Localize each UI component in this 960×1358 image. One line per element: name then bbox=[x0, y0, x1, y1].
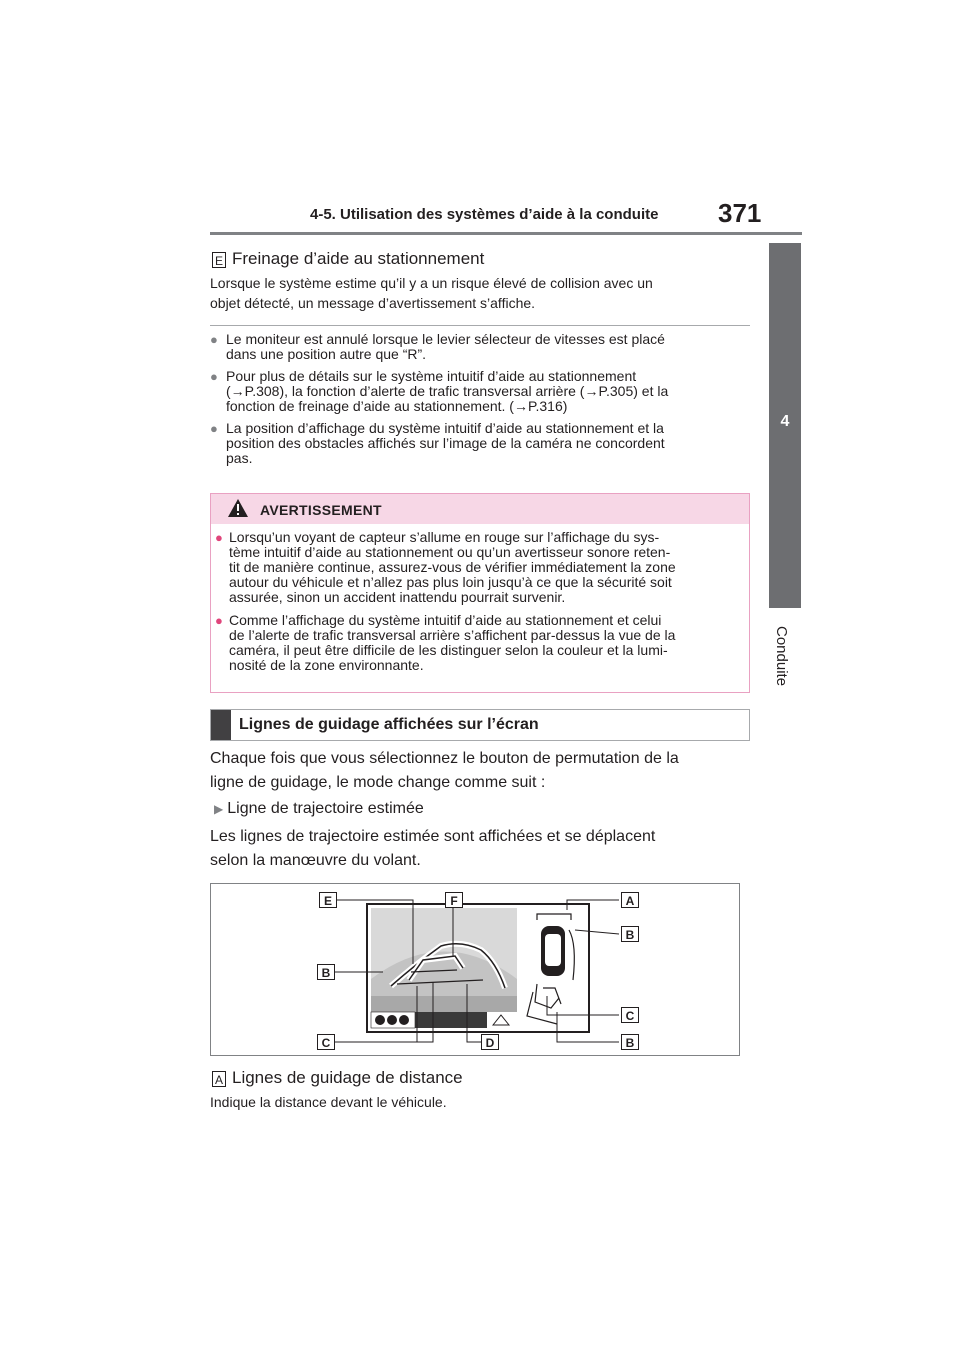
mode-desc-line: Les lignes de trajectoire estimée sont affichées et se déplacent bbox=[210, 828, 656, 845]
guideline-diagram bbox=[210, 883, 740, 1056]
item-a-description: Indique la distance devant le véhicule. bbox=[210, 1094, 447, 1110]
warning-header bbox=[211, 494, 749, 524]
note-item bbox=[210, 421, 750, 466]
intro-paragraph bbox=[210, 747, 679, 795]
note-line: position des obstacles affichés sur l’image de la caméra ne concordent bbox=[226, 435, 665, 451]
warning-line: Lorsqu’un voyant de capteur s’allume en rouge sur l’affichage du sys- bbox=[229, 529, 660, 545]
bullet-icon: ● bbox=[210, 369, 218, 384]
warning-body bbox=[211, 524, 749, 673]
warning-box bbox=[210, 493, 750, 693]
bullet-icon: ● bbox=[215, 613, 223, 628]
header-title: 4-5. Utilisation des systèmes d’aide à la conduite bbox=[310, 206, 659, 223]
warning-line: autour du véhicule et n’allez pas plus loin jusqu’à ce que la sécurité soit bbox=[229, 574, 672, 590]
mode-description bbox=[210, 825, 655, 873]
chapter-number: 4 bbox=[780, 413, 790, 430]
diagram-label-c-left: C bbox=[317, 1034, 335, 1050]
bullet-icon: ● bbox=[215, 530, 223, 545]
warning-item bbox=[215, 530, 739, 605]
item-e-term: Freinage d’aide au stationnement bbox=[232, 249, 485, 268]
note-line: dans une position autre que “R”. bbox=[226, 346, 427, 362]
chapter-label: Conduite bbox=[773, 626, 790, 687]
warning-line: de l’alerte de trafic transversal arrière s’affichent par-dessus la vue de la bbox=[229, 627, 676, 643]
mode-label: Ligne de trajectoire estimée bbox=[227, 800, 424, 817]
item-a-term: Lignes de guidage de distance bbox=[232, 1068, 463, 1087]
screen-illustration bbox=[211, 884, 739, 1055]
note-line: (→P.308), la fonction d’alerte de trafic transversal arrière (→P.305) et la bbox=[226, 383, 669, 399]
note-item bbox=[210, 369, 750, 414]
intro-line: ligne de guidage, le mode change comme suit : bbox=[210, 774, 546, 791]
warning-line: tit de manière continue, assurez-vous de vérifier immédiatement la zone bbox=[229, 559, 676, 575]
diagram-label-b-right-bottom: B bbox=[621, 1034, 639, 1050]
note-line: La position d’affichage du système intuitif d’aide au stationnement et la bbox=[226, 420, 664, 436]
warning-triangle-icon bbox=[227, 498, 249, 518]
diagram-label-c-right: C bbox=[621, 1007, 639, 1023]
notes-rule bbox=[210, 325, 750, 326]
warning-line: nosité de la zone environnante. bbox=[229, 657, 424, 673]
note-item bbox=[210, 332, 750, 362]
warning-line: tème intuitif d’aide au stationnement ou qu’un avertisseur sonore reten- bbox=[229, 544, 671, 560]
item-e-description bbox=[210, 273, 653, 313]
diagram-label-b-right-top: B bbox=[621, 926, 639, 942]
item-e-tag: E bbox=[212, 252, 226, 268]
diagram-label-e: E bbox=[319, 892, 337, 908]
note-line: Le moniteur est annulé lorsque le levier sélecteur de vitesses est placé bbox=[226, 331, 665, 347]
section-heading-bar bbox=[211, 710, 231, 740]
page-number: 371 bbox=[718, 198, 762, 228]
note-line: pas. bbox=[226, 450, 253, 466]
warning-line: Comme l’affichage du système intuitif d’aide au stationnement et celui bbox=[229, 612, 662, 628]
item-e-desc-line: objet détecté, un message d’avertissement s’affiche. bbox=[210, 295, 536, 311]
diagram-label-d: D bbox=[481, 1034, 499, 1050]
mode-desc-line: selon la manœuvre du volant. bbox=[210, 852, 421, 869]
warning-line: assurée, sinon un accident inattendu pourrait survenir. bbox=[229, 589, 566, 605]
triangle-right-icon: ▶ bbox=[214, 802, 224, 816]
warning-line: caméra, il peut être difficile de les distinguer selon la couleur et la lumi- bbox=[229, 642, 668, 658]
item-e-desc-line: Lorsque le système estime qu’il y a un risque élevé de collision avec un bbox=[210, 275, 653, 291]
warning-title: AVERTISSEMENT bbox=[260, 502, 382, 518]
note-line: fonction de freinage d’aide au stationnement. (→P.316) bbox=[226, 398, 568, 414]
diagram-label-f: F bbox=[445, 892, 463, 908]
note-line: Pour plus de détails sur le système intuitif d’aide au stationnement bbox=[226, 368, 637, 384]
item-a-term-row bbox=[212, 1068, 463, 1088]
bullet-icon: ● bbox=[210, 421, 218, 436]
diagram-label-b-left: B bbox=[317, 964, 335, 980]
item-a-tag: A bbox=[212, 1071, 226, 1087]
intro-line: Chaque fois que vous sélectionnez le bouton de permutation de la bbox=[210, 750, 679, 767]
notes-list bbox=[210, 332, 750, 473]
header-rule bbox=[210, 232, 802, 235]
bullet-icon: ● bbox=[210, 332, 218, 347]
section-heading-title: Lignes de guidage affichées sur l’écran bbox=[239, 716, 539, 733]
diagram-label-a: A bbox=[621, 892, 639, 908]
mode-heading bbox=[214, 797, 424, 821]
item-e-term-row bbox=[212, 249, 484, 269]
warning-item bbox=[215, 613, 739, 673]
section-heading bbox=[210, 709, 750, 741]
